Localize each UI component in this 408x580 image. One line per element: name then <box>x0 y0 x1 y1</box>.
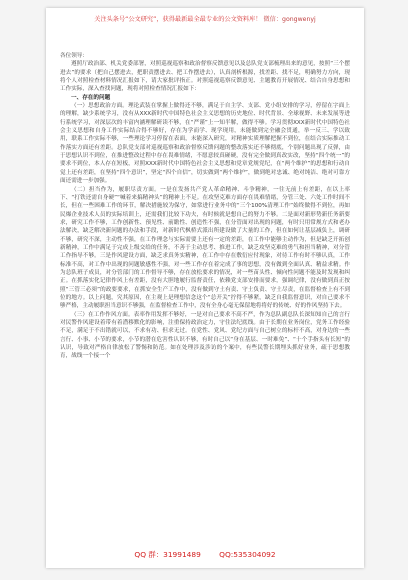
ideology-text: （一）思想政治方面。理论武装在掌握上做得还不够，满足于自主学、支部、党小组安排的学习，停留在字面上的理解，缺少系统学习，没有从XXX新时代中国特色社会主义思想的历史地位、时代背景、全球视野、未来发展等进行系统学习，对深层次的丰富内涵理解研读不够，在“严谨”上一知半解，做得不够。学习贯彻XXX新时代中国特色社会主义思想和自身工作实际结合得不够好，存在为学而学、现学现用，未能做到完全融会贯通，举一反三、学以致用，联系工作实际不够，一些理论学习停留在表面，未能深入研究，对精神实质理解把握不到位，在结合实际推动工作落实方面还有差距。总队党支部对巡视巡察和政治督察反馈问题的整改落实还不够彻底，个别问题出现了反弹，由于思想认识不到位，在推进整改过程中存在畏难情绪，不愿意较真碰硬，没有完全做到真改实改，坚持“四个统一”的要求不到位，本人存在短板，对照XXX新时代中国特色社会主义思想和党章党规党纪，在“两个维护”的思想和行动自觉上还有差距，在坚持“四个意识”，坚定“四个自信”，切实做到“两个维护”，做到绝对忠诚、绝对纯洁、绝对可靠方面还需进一步加强。 <box>60 103 350 185</box>
footer-contact <box>46 549 364 560</box>
ideology-paragraph <box>60 102 350 185</box>
banner-text: 关注头条号“公文研究”，获得最新最全最专业的公文资料库！ <box>94 16 262 23</box>
responsibility-text: （二）担当作为，履职尽责方面。一是在发扬共产党人革命精神、斗争精神，一往无前上有差距，在以上率下、“打铁还需自身硬”“喊着来搞精神头”的精神上不足。在攻坚克难方面存在畏难情绪，分管三处、六处工作时间不长，但在一些困难工作的环节，解决措施较为保守，如常进行业务中的“三个100%清理工作”始终做得不到位，再如民爆企业技术人员的实际培训上，还需我们比较下功夫，有时候就是想自己的努力不够。二是面对新形势新任务新要求，研究工作不够，工作创新性、预见性、前瞻性、创造性不强，在分管面对出现的问题，有时只用常规方式和老办法解决，缺乏解决新问题的办法和手段，对新时代枫桥式派出所建设做了大量的工作，但在如何让基层减负上，调研不够，研究不深，主动性不强，在工作理念与实际需要上还有一定的差距，在工作中能够主动作为，但是缺乏开拓创新精神，工作中满足于完成上级交给的任务，不善于主动思考、推进工作，缺乏攻坚克难的勇气和担当精神，对分管工作指导不够。三是作风建设方面，缺乏求真务实精神，在工作中存在敷衍应付现象，对待工作有时不够认真，工作标准不高，对工作中出现的问题敏感性不强，对一些工作存在着完成了事的思想，没有做到全面认真、精益求精。作为总队班子成员，对分管部门的工作督导不够，存在放松要求的情况，对一些苗头性、倾向性问题不能及时发现和纠正。在抓落实化记律作风上有差距，没有大胆地履行监督责任，依赖党支部安排而要求，强调纪律，没有做到真正按照“三管三必须”的政要要求，在抓安全生产工作中，没有做到守土有责、守土负责、守土尽责，在监督检查上有不到位的地方。以上问题，究其原因，在主观上是理想信念这个“总开关”拧得不够紧，缺乏自我监督意识，对自己要求不够严格，主动履职担当意识不够强，在监督检查工作中，没有全身心毫无保留地将将好的传统、好的作风坚持下去。 <box>60 186 350 310</box>
intro-paragraph: 遵照厅政治部、机关党委部署，对照巡视巡察和政治督察反馈意见以及总队党支部梳理出来的意见，按照“三个摆进去”的要求（把自己摆进去，把职责摆进去、把工作摆进去），认真剖析根源，找差距、找不足，明确努力方向，现将个人对照检查材料情况汇报如下，请大家批评指正。对照巡视巡察反馈意见、主题教育开展情况、结合自身思想和工作实际，深入查找问题，现将对照检查情况汇报如下： <box>60 61 350 93</box>
document-body <box>60 52 350 361</box>
section-heading: 一、存在的问题 <box>71 94 111 101</box>
work-style-paragraph <box>60 311 350 361</box>
responsibility-paragraph <box>60 186 350 311</box>
work-style-text: （三）在工作作风方面。表率作用发挥不够好，一是对自己要求不高不严，作为总队副总队长深知知自己的言行对民警作风建设着带有着潜移默化的影响，注重保持政治定力，守住法纪底线。由于长期在业务岗位，党务工作经验不足，满足于不出错就可以，不求有功、但求无过。在党性、党风、党纪方面与自己树立的标杆不高，对身边的一些言行、小事、小节的要求，小节的潜在危害性认识不够，有时自己以“身在基层、一时难免”、“十个手指头有长短”的认识，导致对严格自律放松了警惕和防范。如在处理涉及涉访的个案中，有些民警长期埋头抓好业务，疏于思想教育，战线一个接一个 <box>60 311 350 360</box>
footer-qq-group: QQ 群：31991489 <box>134 550 201 559</box>
document-page <box>46 8 364 568</box>
footer-qq: QQ:535304092 <box>219 550 276 559</box>
banner-wechat: 微信：gongwenyj <box>263 16 316 23</box>
salutation: 各位领导： <box>60 53 88 59</box>
header-banner <box>46 14 364 23</box>
